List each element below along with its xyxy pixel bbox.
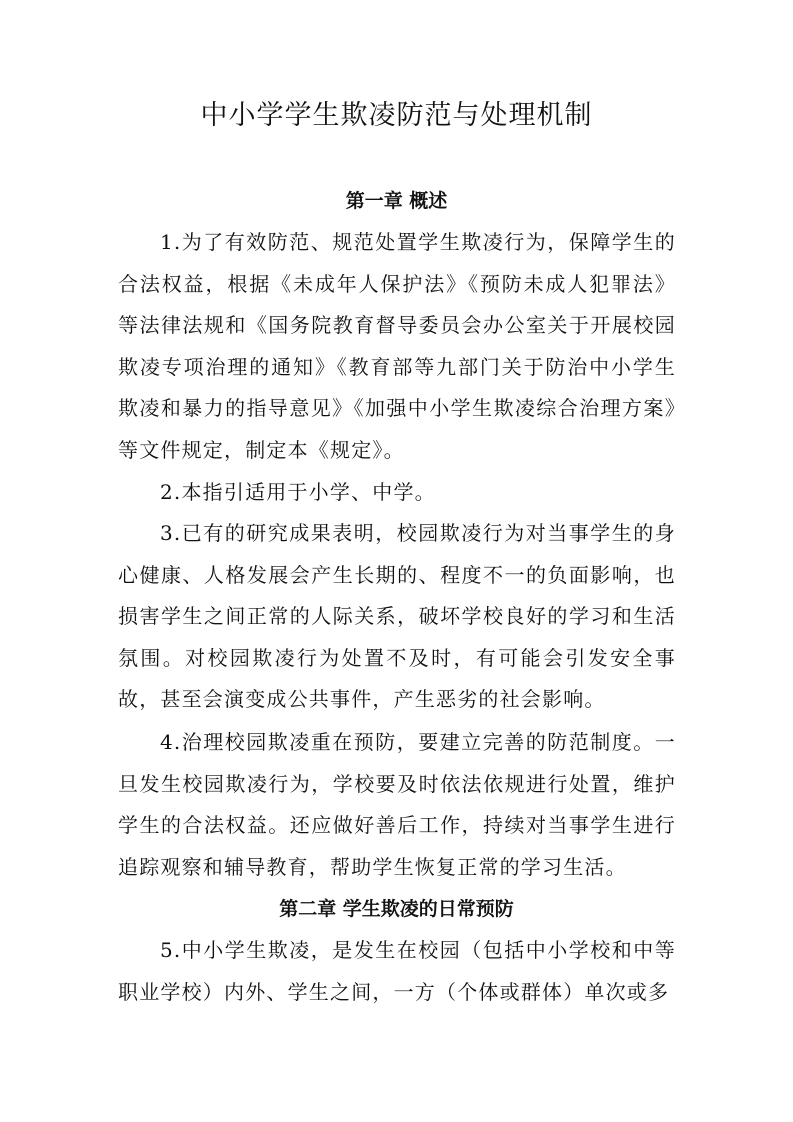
chapter-heading: 第二章 学生欺凌的日常预防: [279, 898, 514, 920]
document-title: 中小学学生欺凌防范与处理机制: [200, 100, 593, 131]
paragraph: 2.本指引适用于小学、中学。: [160, 480, 436, 504]
chapter-heading: 第一章 概述: [345, 190, 448, 212]
paragraph: 3.已有的研究成果表明，校园欺凌行为对当事学生的身心健康、人格发展会产生长期的、程度不一的负面影响，也损害学生之间正常的人际关系，破坏学校良好的学习和生活氛围。对校园欺凌行为处置不及时，有可能会引发安全事故，甚至会演变成公共事件，产生恶劣的社会影响。: [118, 521, 676, 711]
paragraph: 5.中小学生欺凌，是发生在校园（包括中小学校和中等职业学校）内外、学生之间，一方（个体或群体）单次或多: [118, 938, 676, 1004]
paragraph: 1.为了有效防范、规范处置学生欺凌行为，保障学生的合法权益，根据《未成年人保护法》《预防未成人犯罪法》等法律法规和《国务院教育督导委员会办公室关于开展校园欺凌专项治理的通知》《教育部等九部门关于防治中小学生欺凌和暴力的指导意见》《加强中小学生欺凌综合治理方案》等文件规定，制定本《规定》。: [118, 230, 676, 462]
paragraph: 4.治理校园欺凌重在预防，要建立完善的防范制度。一旦发生校园欺凌行为，学校要及时依法依规进行处置，维护学生的合法权益。还应做好善后工作，持续对当事学生进行追踪观察和辅导教育，帮助学生恢复正常的学习生活。: [118, 730, 676, 879]
